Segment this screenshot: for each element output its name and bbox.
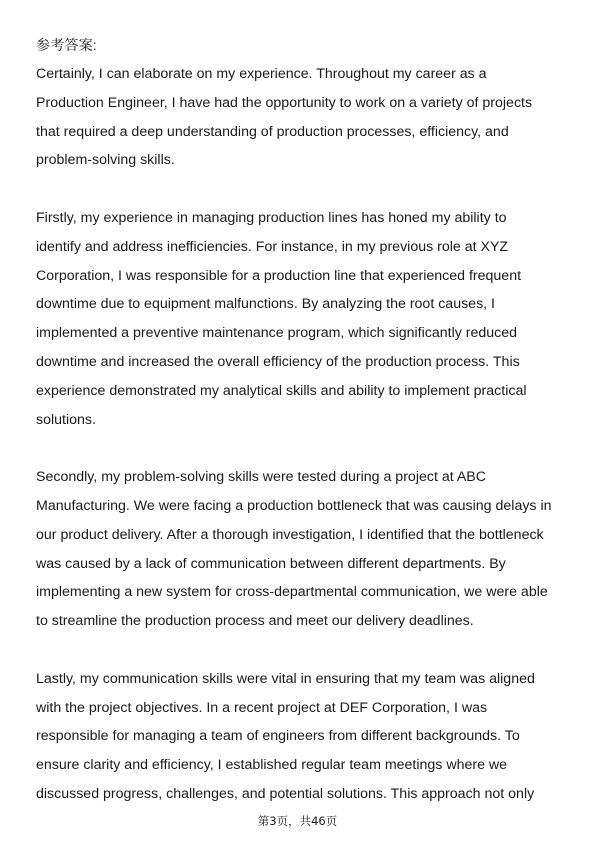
text-line: to streamline the production process and meet our delivery deadlines. — [36, 613, 474, 630]
text-line: problem-solving skills. — [36, 152, 175, 169]
text-line: Production Engineer, I have had the opportunity to work on a variety of projects — [36, 94, 533, 111]
text-line: was caused by a lack of communication between different departments. By — [36, 555, 506, 572]
text-line: with the project objectives. In a recent project at DEF Corporation, I was — [36, 699, 488, 716]
text-line: downtime and increased the overall efficiency of the production process. This — [36, 353, 520, 370]
paragraph-intro — [36, 60, 568, 175]
text-line: downtime due to equipment malfunctions. By analyzing the root causes, I — [36, 296, 495, 313]
text-line: Lastly, my communication skills were vital in ensuring that my team was aligned — [36, 670, 535, 687]
text-line: solutions. — [36, 411, 96, 428]
text-line: Secondly, my problem-solving skills were tested during a project at ABC — [36, 469, 486, 486]
text-line: Firstly, my experience in managing production lines has honed my ability to — [36, 209, 507, 226]
text-line: discussed progress, challenges, and potential solutions. This approach not only — [36, 785, 535, 802]
text-line: Certainly, I can elaborate on my experience. Throughout my career as a — [36, 66, 487, 82]
text-line: implemented a preventive maintenance program, which significantly reduced — [36, 325, 518, 342]
text-line: implementing a new system for cross-departmental communication, we were able — [36, 584, 548, 601]
paragraph-secondly — [36, 463, 568, 636]
paragraph-lastly — [36, 665, 568, 809]
paragraph-firstly — [36, 204, 568, 434]
text-line: responsible for managing a team of engineers from different backgrounds. To — [36, 728, 520, 745]
text-line: Manufacturing. We were facing a production bottleneck that was causing delays in — [36, 497, 552, 514]
document-page — [36, 36, 568, 838]
page-number-footer: 第3页，共46页 — [257, 814, 338, 828]
text-line: experience demonstrated my analytical skills and ability to implement practical — [36, 382, 527, 399]
text-line: identify and address inefficiencies. For instance, in my previous role at XYZ — [36, 238, 509, 255]
text-line: our product delivery. After a thorough investigation, I identified that the bottleneck — [36, 526, 544, 543]
text-line: ensure clarity and efficiency, I established regular team meetings where we — [36, 757, 508, 774]
text-line: that required a deep understanding of production processes, efficiency, and — [36, 123, 509, 140]
answer-heading: 参考答案: — [36, 38, 97, 54]
text-line: Corporation, I was responsible for a production line that experienced frequent — [36, 267, 522, 284]
